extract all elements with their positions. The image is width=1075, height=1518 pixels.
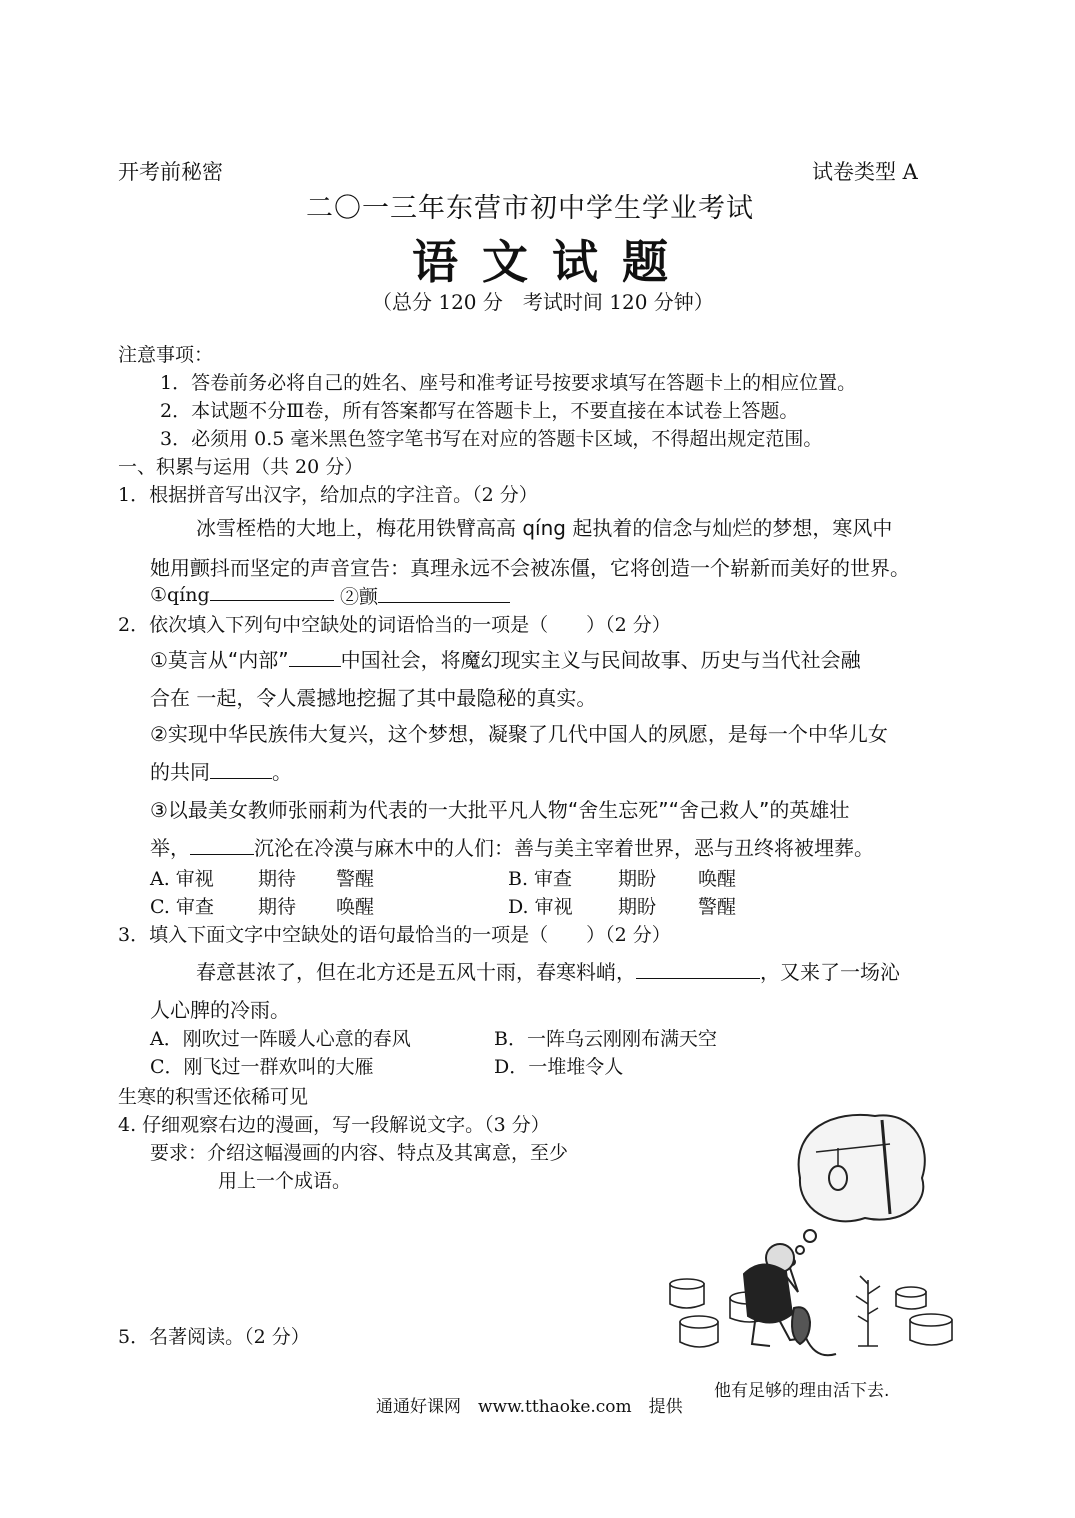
q2-blank-1[interactable] <box>289 648 341 667</box>
q2-option-d-2: 期盼 <box>618 896 657 918</box>
q2-option-c-3: 唤醒 <box>336 896 375 918</box>
q2-s3-text-c: 沉沦在冷漠与麻木中的人们：善与美主宰着世界，恶与丑终将被埋葬。 <box>254 836 874 860</box>
thinking-man-icon <box>744 1244 836 1355</box>
q2-s2-text-a: ②实现中华民族伟大复兴，这个梦想，凝聚了几代中国人的夙愿，是每一个中华儿女 <box>150 722 888 746</box>
tree-stump-icon <box>670 1279 952 1347</box>
q1-blank-1 <box>150 582 334 606</box>
q4-requirement-1: 要求：介绍这幅漫画的内容、特点及其寓意，至少 <box>150 1142 569 1164</box>
q3-option-tail: 生寒的积雪还依稀可见 <box>118 1086 309 1108</box>
note-item-2: 2．本试题不分Ⅲ卷，所有答案都写在答题卡上，不要直接在本试卷上答题。 <box>160 400 799 422</box>
q2-option-a <box>150 864 374 891</box>
q2-option-c <box>150 892 374 919</box>
q1-blank-1-label: ①qíng <box>150 584 210 606</box>
q3-line1-text-a: 春意甚浓了，但在北方还是五风十雨，春寒料峭， <box>196 960 636 984</box>
sapling-icon <box>856 1276 880 1346</box>
q2-option-d-3: 警醒 <box>698 896 737 918</box>
cartoon-illustration <box>660 1108 980 1408</box>
q3-option-d: D．一堆堆令人 <box>494 1056 624 1078</box>
q1-blank-2 <box>340 582 510 609</box>
q3-stem: 3．填入下面文字中空缺处的语句最恰当的一项是（ ）（2 分） <box>118 924 671 946</box>
paper-type-label: 试卷类型 A <box>812 160 918 184</box>
q2-option-c-1: C. 审查 <box>150 896 214 918</box>
q1-passage-line2: 她用颤抖而坚定的声音宣告：真理永远不会被冻僵，它将创造一个崭新而美好的世界。 <box>150 556 910 580</box>
q3-option-a: A．刚吹过一阵暖人心意的春风 <box>150 1028 411 1050</box>
q2-sentence-2b <box>150 756 292 785</box>
q4-stem: 4. 仔细观察右边的漫画，写一段解说文字。（3 分） <box>118 1114 550 1136</box>
thought-bubble-icon <box>789 1115 925 1265</box>
q2-option-b-2: 期盼 <box>618 868 657 890</box>
q2-option-a-2: 期待 <box>258 868 297 890</box>
q2-s3-text-b: 举， <box>150 836 190 860</box>
q3-option-c: C．刚飞过一群欢叫的大雁 <box>150 1056 374 1078</box>
q2-sentence-3b <box>150 832 874 861</box>
note-item-3: 3．必须用 0.5 毫米黑色签字笔书写在对应的答题卡区域，不得超出规定范围。 <box>160 428 823 450</box>
q3-line-2: 人心脾的冷雨。 <box>150 998 290 1022</box>
q2-option-d <box>508 892 736 919</box>
q2-s1-text-a: ①莫言从“内部” <box>150 648 289 672</box>
q2-s2-text-c: 。 <box>272 760 292 784</box>
q1-blank-1-line[interactable] <box>210 582 334 601</box>
subject-title: 语 文 试 题 <box>412 235 673 289</box>
q2-sentence-1a <box>150 644 861 673</box>
q2-blank-3[interactable] <box>190 836 254 855</box>
q2-option-b <box>508 864 736 891</box>
q1-stem: 1．根据拼音写出汉字，给加点的字注音。（2 分） <box>118 484 538 506</box>
q3-blank[interactable] <box>636 960 760 979</box>
exam-title: 二〇一三年东营市初中学生学业考试 <box>306 193 754 224</box>
section1-title: 一、积累与运用（共 20 分） <box>118 456 364 478</box>
q2-s3-text-a: ③以最美女教师张丽莉为代表的一大批平凡人物“舍生忘死”“舍己救人”的英雄壮 <box>150 798 850 822</box>
q2-s2-text-b: 的共同 <box>150 760 210 784</box>
q2-option-b-1: B. 审查 <box>508 868 573 890</box>
secret-label: 开考前秘密 <box>118 160 223 184</box>
q2-blank-2[interactable] <box>210 760 272 779</box>
q3-option-b: B．一阵乌云刚刚布满天空 <box>494 1028 717 1050</box>
q1-blank-2-line[interactable] <box>378 584 510 603</box>
cartoon-caption: 他有足够的理由活下去. <box>714 1381 890 1401</box>
q2-option-a-1: A. 审视 <box>150 868 214 890</box>
q3-line1-text-b: ，又来了一场沁 <box>760 960 900 984</box>
q2-s1-text-c: 合在 一起，令人震撼地挖掘了其中最隐秘的真实。 <box>150 686 597 710</box>
q2-s1-text-b: 中国社会，将魔幻现实主义与民间故事、历史与当代社会融 <box>340 648 861 672</box>
q2-stem: 2．依次填入下列句中空缺处的词语恰当的一项是（ ）（2 分） <box>118 614 671 636</box>
q3-line-1 <box>196 956 900 985</box>
q5-stem: 5．名著阅读。（2 分） <box>118 1326 310 1348</box>
q2-option-c-2: 期待 <box>258 896 297 918</box>
score-time: （总分 120 分 考试时间 120 分钟） <box>372 290 714 314</box>
notes-heading: 注意事项： <box>118 344 214 366</box>
footer-text: 通通好课网 www.tthaoke.com 提供 <box>376 1397 683 1417</box>
note-item-1: 1．答卷前务必将自己的姓名、座号和准考证号按要求填写在答题卡上的相应位置。 <box>160 372 857 394</box>
q2-option-d-1: D. 审视 <box>508 896 573 918</box>
q1-passage-line1: 冰雪桎梏的大地上，梅花用铁臂高高 qíng 起执着的信念与灿烂的梦想，寒风中 <box>196 516 893 540</box>
q4-requirement-2: 用上一个成语。 <box>218 1170 352 1192</box>
q1-blank-2-label: ②颤 <box>340 586 379 608</box>
q2-option-b-3: 唤醒 <box>698 868 737 890</box>
q2-option-a-3: 警醒 <box>336 868 375 890</box>
